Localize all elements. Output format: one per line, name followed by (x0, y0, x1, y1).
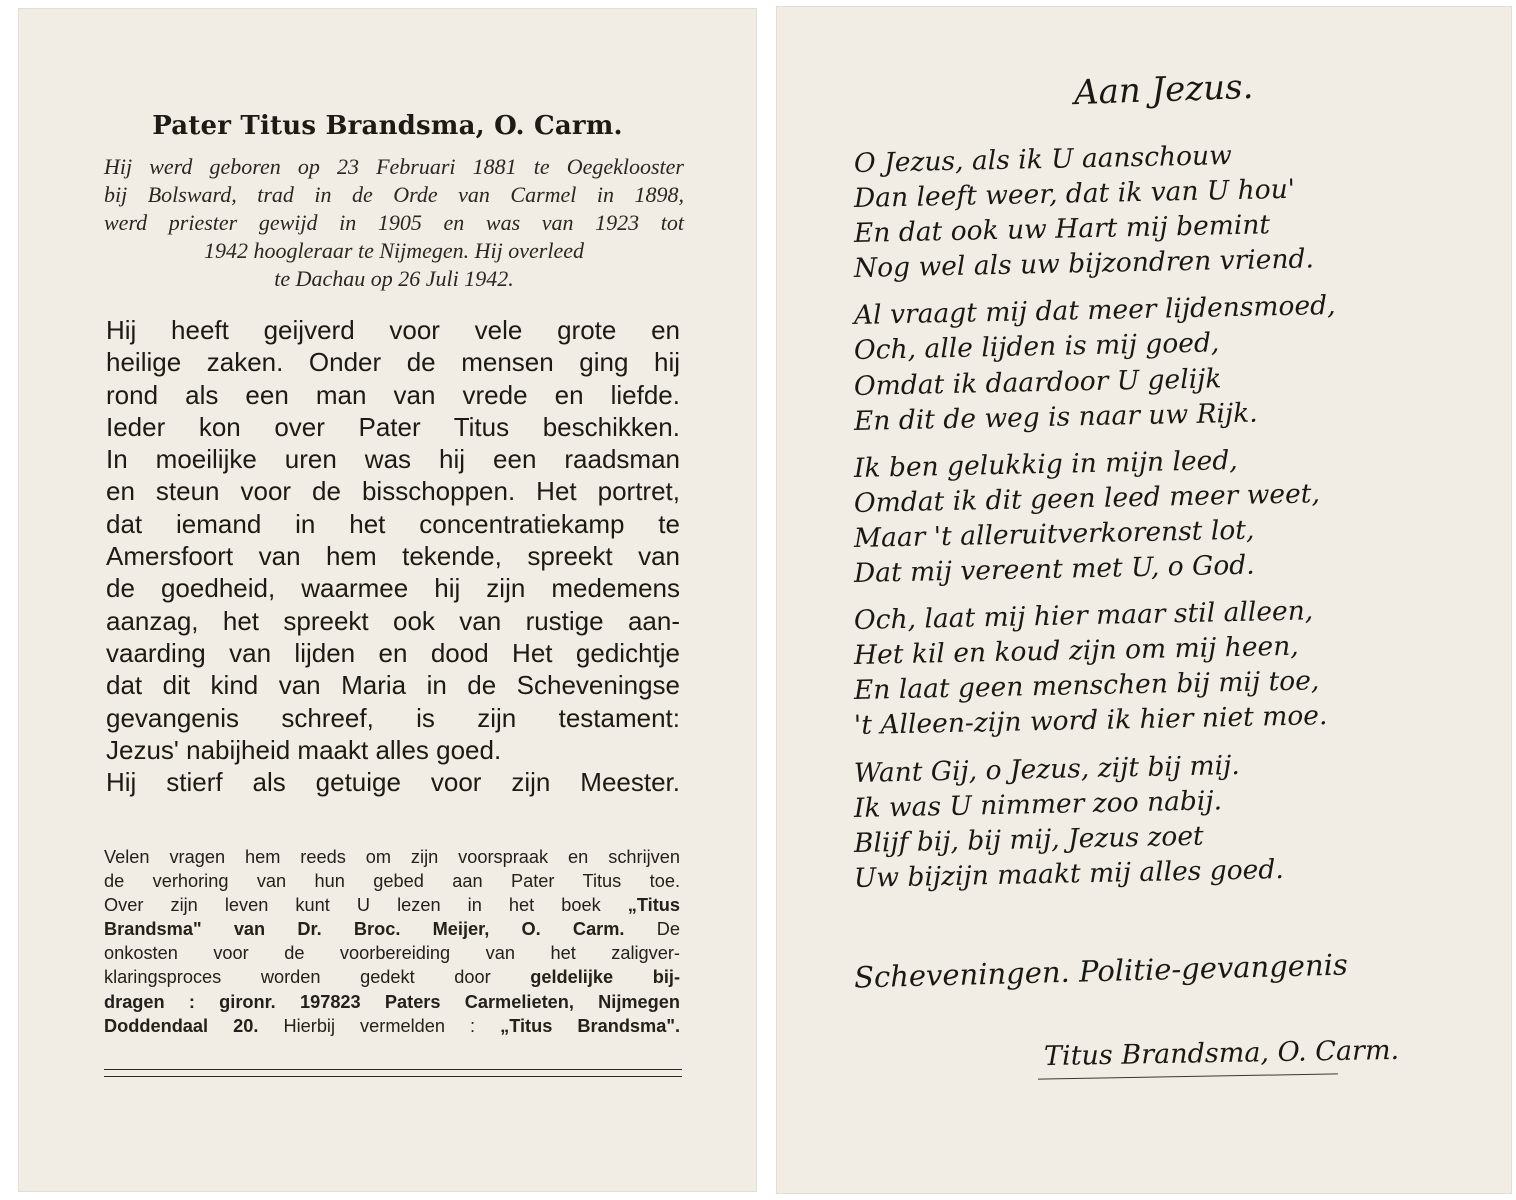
note-line (104, 893, 680, 917)
poem-line: Al vraagt mij dat meer lijdensmoed, (853, 290, 1336, 332)
poem-line: Dan leeft weer, dat ik van U hou' (853, 173, 1296, 215)
poem-line: 't Alleen-zijn word ik hier niet moe. (853, 700, 1328, 742)
page-title: Pater Titus Brandsma, O. Carm. (152, 111, 623, 141)
footnote-text (104, 845, 680, 1038)
bio-line: Hij werd geboren op 23 Februari 1881 te Oegeklooster (104, 154, 684, 179)
poem-line: Ik was U nimmer zoo nabij. (853, 784, 1223, 824)
note-bold-text: Doddendaal 20. (104, 1015, 259, 1036)
left-page (18, 8, 757, 1192)
note-line (104, 965, 680, 989)
note-text: Over zijn leven kunt U lezen in het boek (104, 895, 628, 916)
note-line (104, 990, 680, 1014)
divider-rule (104, 1076, 682, 1077)
body-line: Hij stierf als getuige voor zijn Meester. (106, 767, 680, 798)
body-line: In moeilijke uren was hij een raadsman (106, 444, 680, 475)
body-line: en steun voor de bisschoppen. Het portret, (106, 476, 680, 507)
body-line: Amersfoort van hem tekende, spreekt van (106, 541, 680, 572)
bio-line: te Dachau op 26 Juli 1942. (274, 266, 514, 291)
note-text: De (624, 919, 680, 940)
body-line: rond als een man van vrede en liefde. (106, 379, 680, 410)
bio-line: werd priester gewijd in 1905 en was van 1923 tot (104, 210, 684, 235)
note-line (104, 1014, 680, 1038)
place-line: Scheveningen. Politie-gevangenis (853, 947, 1349, 995)
body-line: Hij heeft geijverd voor vele grote en (106, 315, 680, 345)
right-page (776, 6, 1512, 1194)
poem-line: Nog wel als uw bijzondren vriend. (853, 243, 1315, 285)
body-line: Ieder kon over Pater Titus beschikken. (106, 411, 680, 442)
body-line: dat iemand in het concentratiekamp te (106, 508, 680, 539)
note-bold-text: dragen : gironr. 197823 Paters Carmelieten, Nijmegen (104, 991, 680, 1012)
poem-line: En dit de weg is naar uw Rijk. (853, 397, 1258, 437)
divider-rule (104, 1069, 682, 1070)
note-bold-text: geldelijke bij- (530, 967, 680, 988)
note-text: klaringsproces worden gedekt door (104, 967, 531, 988)
poem-line: Dat mij vereent met U, o God. (853, 549, 1255, 590)
poem-line: Och, laat mij hier maar stil alleen, (853, 595, 1314, 637)
poem-title: Aan Jezus. (1073, 66, 1255, 114)
poem-line: Uw bijzijn maakt mij alles goed. (853, 853, 1285, 894)
signature-underline (1038, 1073, 1338, 1079)
body-line: heilige zaken. Onder de mensen ging hij (106, 347, 680, 378)
note-bold-text: „Titus (627, 895, 680, 916)
poem-line: Och, alle lijden is mij goed, (853, 327, 1220, 367)
note-line: de verhoring van hun gebed aan Pater Titus toe. (104, 871, 680, 892)
signature: Titus Brandsma, O. Carm. (1043, 1034, 1400, 1073)
note-line (104, 917, 680, 941)
poem-line: Want Gij, o Jezus, zijt bij mij. (853, 749, 1241, 789)
body-text (106, 314, 680, 798)
body-line: dat dit kind van Maria in de Scheveningse (106, 670, 680, 701)
bio-line: bij Bolsward, trad in de Orde van Carmel in 1898, (104, 182, 684, 207)
poem-line: Maar 't alleruitverkorenst lot, (853, 514, 1255, 554)
poem-line: Het kil en koud zijn om mij heen, (853, 630, 1299, 672)
bio-line: 1942 hoogleraar te Nijmegen. Hij overleed (203, 238, 585, 263)
note-text: Hierbij vermelden : (258, 1015, 501, 1036)
note-bold-text: „Titus Brandsma". (500, 1015, 681, 1036)
poem-line: Omdat ik daardoor U gelijk (853, 362, 1222, 402)
note-bold-text: Brandsma" van Dr. Broc. Meijer, O. Carm. (104, 919, 625, 940)
body-line: de goedheid, waarmee hij zijn medemens (106, 573, 680, 604)
poem-line: Blijf bij, bij mij, Jezus zoet (853, 820, 1204, 859)
poem-line: O Jezus, als ik U aanschouw (853, 140, 1233, 179)
biography (104, 153, 684, 293)
body-line: Jezus' nabijheid maakt alles goed. (106, 734, 502, 765)
body-line: aanzag, het spreekt ook van rustige aan- (106, 605, 680, 636)
body-line: gevangenis schreef, is zijn testament: (106, 702, 680, 733)
note-line: Velen vragen hem reeds om zijn voorspraak en schrijven (104, 847, 680, 867)
body-line: vaarding van lijden en dood Het gedichtje (106, 637, 680, 668)
poem-line: Omdat ik dit geen leed meer weet, (853, 478, 1321, 519)
note-line: onkosten voor de voorbereiding van het zaligver- (104, 943, 680, 964)
poem-line: En dat ook uw Hart mij bemint (853, 209, 1271, 250)
poem-line: Ik ben gelukkig in mijn leed, (853, 444, 1239, 484)
poem-line: En laat geen menschen bij mij toe, (853, 665, 1320, 707)
handwritten-poem (853, 140, 1336, 896)
